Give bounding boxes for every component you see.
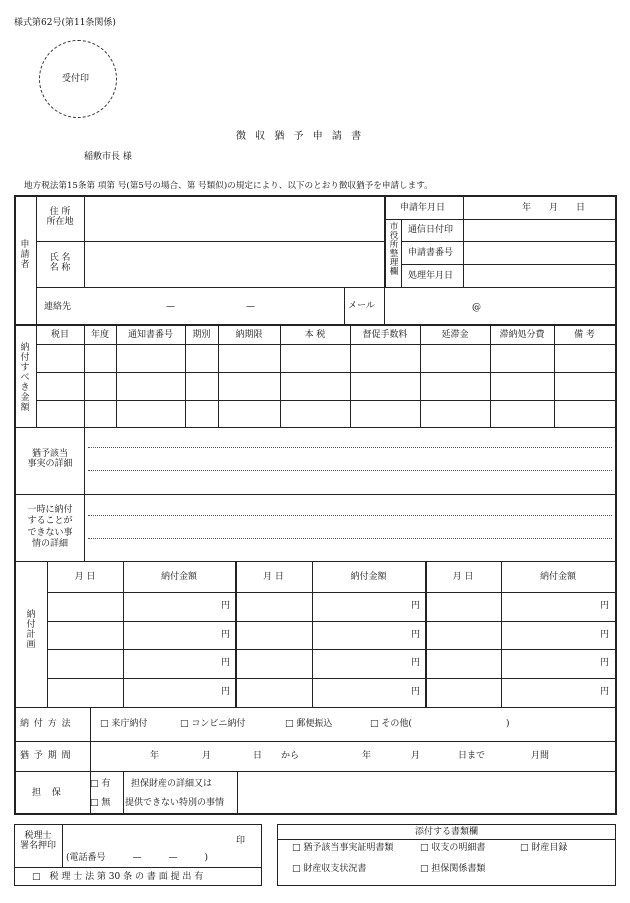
facts-input[interactable]: [85, 429, 614, 493]
address-input[interactable]: [85, 196, 383, 241]
yen: 円: [600, 630, 610, 640]
yen: 円: [411, 687, 421, 697]
col-year: 年度: [90, 330, 109, 340]
application-number-label: 申請書番号: [408, 248, 454, 258]
address-label: 住 所 所在地: [46, 207, 74, 228]
period-month-1: 月: [202, 751, 212, 761]
yen: 円: [600, 687, 610, 697]
yen: 円: [221, 601, 231, 611]
yen: 円: [221, 687, 231, 697]
phone-dash-1: —: [166, 302, 175, 312]
payment-method-label: 納 付 方 法: [20, 719, 72, 729]
plan-col-amount-1: 納付金額: [160, 572, 197, 582]
form-number: 様式第62号(第11条関係): [14, 18, 116, 28]
facts-label: 猶予該当 事実の詳細: [27, 449, 73, 470]
yen: 円: [221, 658, 231, 668]
collateral-detail-line1: 担保財産の詳細又は: [131, 779, 213, 789]
tax-accountant-label: 税理士 署名押印: [19, 831, 56, 852]
reception-stamp-label: 受付印: [62, 74, 90, 84]
collateral-detail-line2: 提供できない特別の事情: [125, 798, 225, 808]
plan-col-date-3: 月 日: [452, 572, 474, 582]
col-delinquency: 延滞金: [441, 330, 469, 340]
period-day-1: 日: [253, 751, 263, 761]
attach-property-status[interactable]: □ 財産収支状況書: [292, 864, 367, 874]
plan-section-label: 納付計画: [26, 610, 36, 651]
period-day-2: 日まで: [458, 751, 486, 761]
attach-collateral-docs[interactable]: □ 担保関係書類: [420, 864, 486, 874]
tax-accountant-seal: 印: [236, 836, 246, 846]
yen: 円: [411, 601, 421, 611]
plan-col-date-1: 月 日: [74, 572, 96, 582]
col-reminder-fee: 督促手数料: [362, 330, 408, 340]
attach-income-statement[interactable]: □ 収支の明細書: [420, 843, 486, 853]
col-remarks: 備 考: [574, 330, 595, 340]
payment-option-postal[interactable]: □ 郵便振込: [285, 719, 333, 729]
applicant-section-label: 申請者: [20, 240, 30, 271]
article-30-checkbox[interactable]: □ 税 理 士 法 第 30 条 の 書 面 提 出 有: [32, 872, 204, 882]
period-month-2: 月: [411, 751, 421, 761]
contact-label: 連絡先: [44, 302, 72, 312]
inability-label: 一時に納付 することが できない事 情の詳細: [27, 505, 73, 549]
other-close-paren: ): [506, 719, 510, 729]
office-date-value: 年 月 日: [522, 203, 586, 213]
inability-input[interactable]: [85, 495, 614, 561]
tax-section-label: 納付すべき金額: [20, 343, 30, 414]
yen: 円: [600, 658, 610, 668]
col-tax-item: 税目: [50, 330, 69, 340]
tax-accountant-phone: (電話番号 — — ): [66, 853, 209, 863]
deferral-period-label: 猶 予 期 間: [20, 751, 72, 761]
payment-option-other[interactable]: □ その他(: [370, 719, 412, 729]
attach-property-list[interactable]: □ 財産目録: [520, 843, 568, 853]
period-from: から: [281, 751, 300, 761]
yen: 円: [221, 630, 231, 640]
collateral-no[interactable]: □ 無: [90, 798, 111, 808]
payment-option-convenience[interactable]: □ コンビニ納付: [180, 719, 246, 729]
email-label: メール: [348, 301, 375, 311]
col-notice-number: 通知書番号: [127, 330, 173, 340]
period-year-2: 年: [362, 751, 372, 761]
payment-option-counter[interactable]: □ 来庁納付: [100, 719, 148, 729]
yen: 円: [600, 601, 610, 611]
attachments-title: 添付する書類欄: [414, 827, 478, 837]
receipt-stamp-label: 通信日付印: [408, 225, 454, 235]
attach-fact-proof[interactable]: □ 猶予該当事実証明書類: [292, 843, 394, 853]
plan-col-amount-2: 納付金額: [350, 572, 387, 582]
frame-right: [615, 195, 617, 814]
plan-col-date-2: 月 日: [263, 572, 284, 582]
office-section-label: 市役所整理欄: [389, 222, 399, 277]
name-input[interactable]: [85, 242, 383, 287]
collateral-yes[interactable]: □ 有: [90, 779, 111, 789]
yen: 円: [411, 630, 421, 640]
plan-col-amount-3: 納付金額: [539, 572, 576, 582]
period-months: 月間: [531, 751, 550, 761]
name-label: 氏 名 名 称: [49, 253, 71, 274]
phone-dash-2: —: [246, 302, 255, 312]
period-year-1: 年: [150, 751, 160, 761]
col-principal: 本 税: [304, 330, 326, 340]
process-date-label: 処理年月日: [408, 271, 454, 281]
col-disposition-cost: 滞納処分費: [499, 330, 545, 340]
collateral-label: 担 保: [32, 788, 65, 798]
form-title: 徴 収 猶 予 申 請 書: [236, 131, 365, 142]
preamble: 地方税法第15条第 項第 号(第5号の場合、第 号類似)の規定により、以下のとおり徴収猶予を申請します。: [24, 181, 433, 191]
office-date-label: 申請年月日: [400, 203, 446, 213]
col-due-date: 納期限: [235, 330, 263, 340]
email-at: @: [472, 303, 481, 313]
addressee: 稲敷市長 様: [84, 152, 132, 162]
yen: 円: [411, 658, 421, 668]
frame-bottom: [14, 813, 617, 815]
col-period: 期別: [192, 330, 211, 340]
